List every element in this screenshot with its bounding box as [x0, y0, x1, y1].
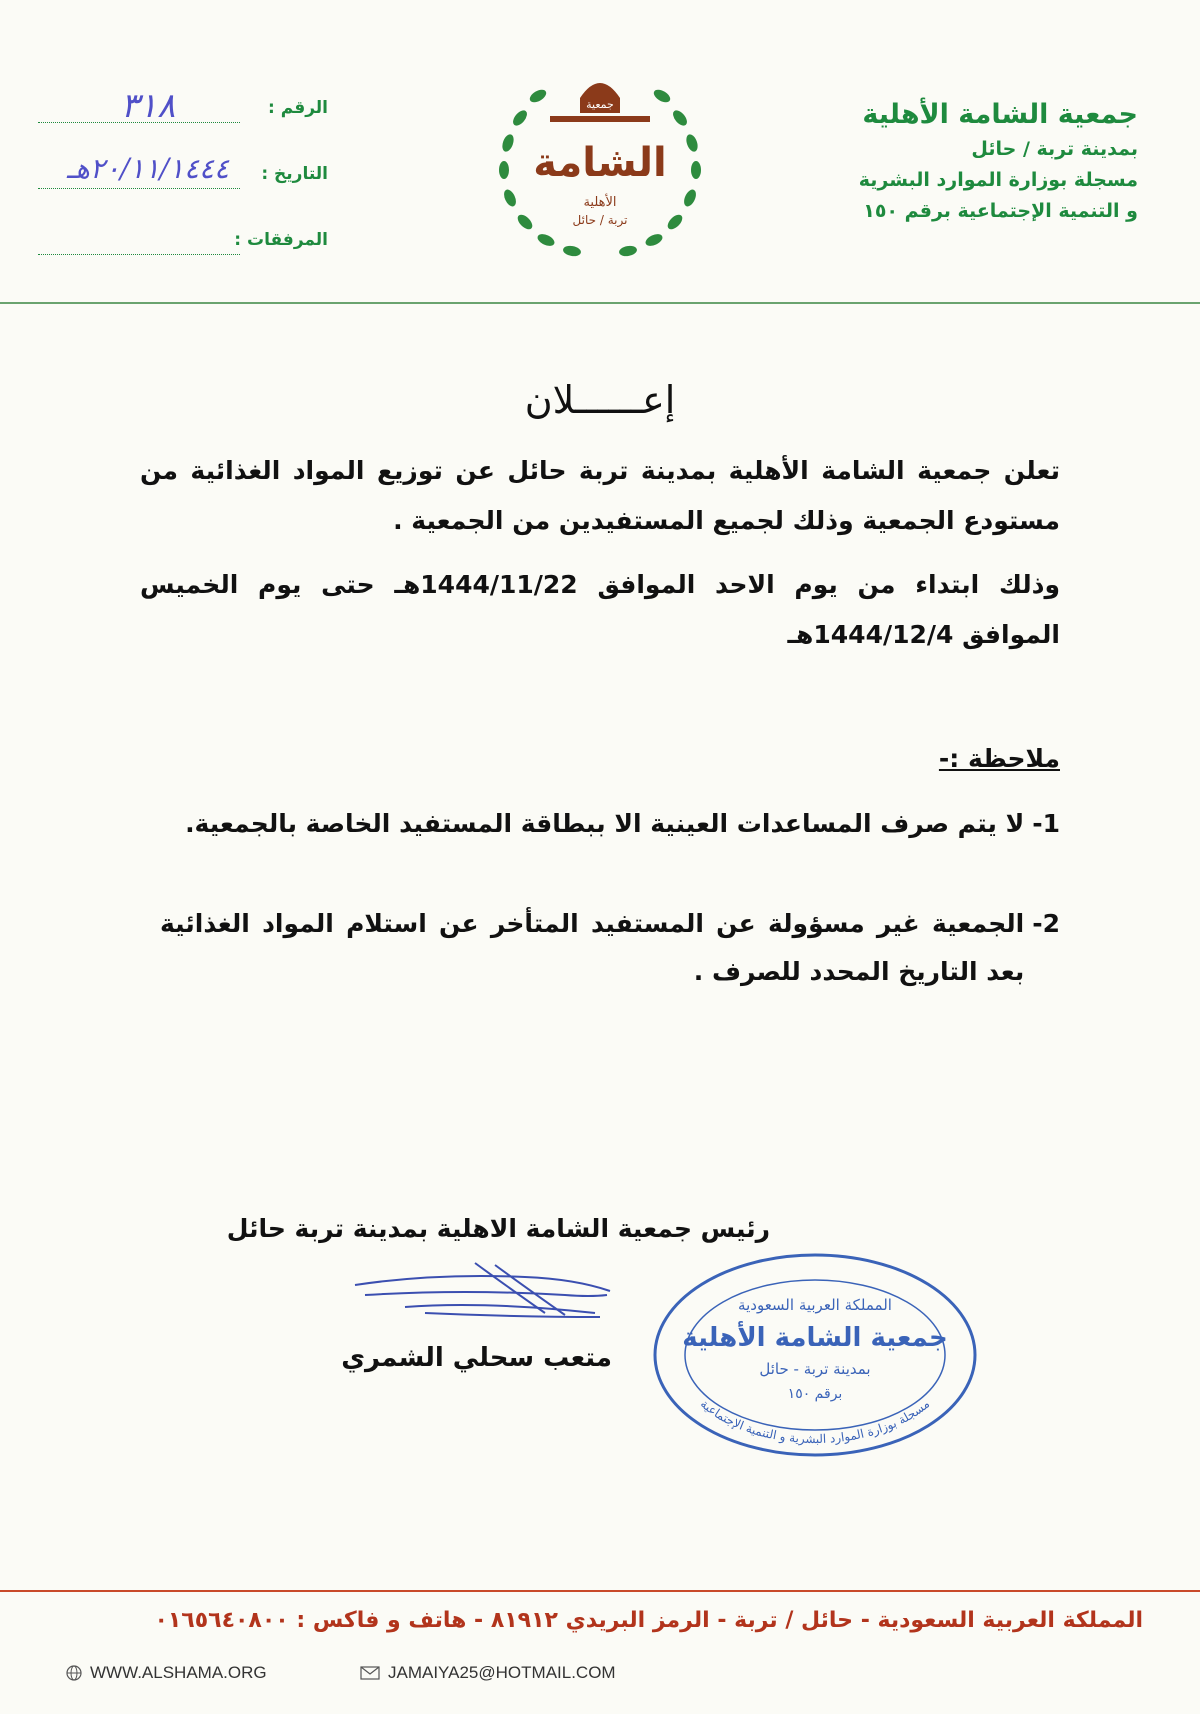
date-row: [38, 152, 328, 226]
svg-text:تربة / حائل: تربة / حائل: [572, 213, 628, 227]
org-logo: [480, 58, 720, 268]
org-block: [808, 96, 1138, 227]
note-heading: ملاحظة :-: [938, 744, 1060, 773]
org-name: جمعية الشامة الأهلية: [862, 99, 1138, 130]
attachments-row: [38, 226, 328, 292]
svg-text:برقم ١٥٠: برقم ١٥٠: [787, 1386, 843, 1402]
announcement-paragraph-1: تعلن جمعية الشامة الأهلية بمدينة تربة حائل عن توزيع المواد الغذائية من مستودع الجمعية وذلك لجميع المستفيدين من الجمعية .: [140, 456, 1060, 535]
org-ministry: و التنمية الإجتماعية برقم ١٥٠: [863, 200, 1138, 222]
globe-icon: [66, 1665, 82, 1681]
website-link[interactable]: WWW.ALSHAMA.ORG: [90, 1663, 267, 1682]
announcement-paragraph-2: وذلك ابتداء من يوم الاحد الموافق 1444/11/22هـ حتى يوم الخميس الموافق 1444/12/4هـ: [140, 570, 1060, 649]
signatory-name: متعب سحلي الشمري: [341, 1343, 612, 1373]
handwritten-signature: [345, 1255, 615, 1325]
note-item: [160, 800, 1060, 848]
signatory-title: رئيس جمعية الشامة الاهلية بمدينة تربة حائل: [226, 1214, 770, 1243]
svg-text:مسجلة بوزارة الموارد البشرية و: مسجلة بوزارة الموارد البشرية و التنمية الإجتماعية: [697, 1396, 933, 1447]
org-city: بمدينة تربة / حائل: [971, 138, 1138, 160]
official-stamp: [650, 1250, 980, 1460]
svg-text:جمعية: جمعية: [586, 98, 614, 111]
footer-email[interactable]: [360, 1663, 616, 1683]
footer-website[interactable]: [66, 1663, 267, 1683]
announcement-title: إعــــــلان: [524, 378, 676, 422]
note-number: 1-: [1032, 809, 1060, 838]
number-row: [38, 86, 328, 160]
attachments-label: المرفقات :: [234, 230, 328, 250]
footer-address: المملكة العربية السعودية - حائل / تربة - الرمز البريدي ٨١٩١٢ - هاتف و فاكس : ٠١٦٥٦٤٠٨٠٠: [154, 1608, 1143, 1633]
header-divider: [0, 302, 1200, 304]
number-value: ٣١٨: [120, 86, 176, 126]
date-value: ٢٠/١١/١٤٤٤هـ: [66, 152, 230, 185]
note-text: الجمعية غير مسؤولة عن المستفيد المتأخر عن استلام المواد الغذائية بعد التاريخ المحدد للصرف .: [160, 909, 1025, 986]
envelope-icon: [360, 1666, 380, 1680]
svg-text:جمعية الشامة الأهلية: جمعية الشامة الأهلية: [682, 1323, 948, 1353]
note-item: [160, 900, 1060, 996]
svg-text:بمدينة تربة - حائل: بمدينة تربة - حائل: [759, 1360, 871, 1378]
org-registered: مسجلة بوزارة الموارد البشرية: [858, 169, 1138, 191]
note-number: 2-: [1032, 909, 1060, 938]
svg-text:المملكة العربية السعودية: المملكة العربية السعودية: [738, 1296, 892, 1314]
number-label: الرقم :: [268, 98, 328, 118]
email-link[interactable]: JAMAIYA25@HOTMAIL.COM: [388, 1663, 616, 1682]
date-label: التاريخ :: [261, 164, 328, 184]
letter-meta: [38, 86, 328, 292]
svg-text:الشامة: الشامة: [533, 140, 667, 186]
note-text: لا يتم صرف المساعدات العينية الا ببطاقة المستفيد الخاصة بالجمعية.: [185, 809, 1025, 838]
svg-text:الأهلية: الأهلية: [583, 195, 617, 210]
footer-divider: [0, 1590, 1200, 1592]
